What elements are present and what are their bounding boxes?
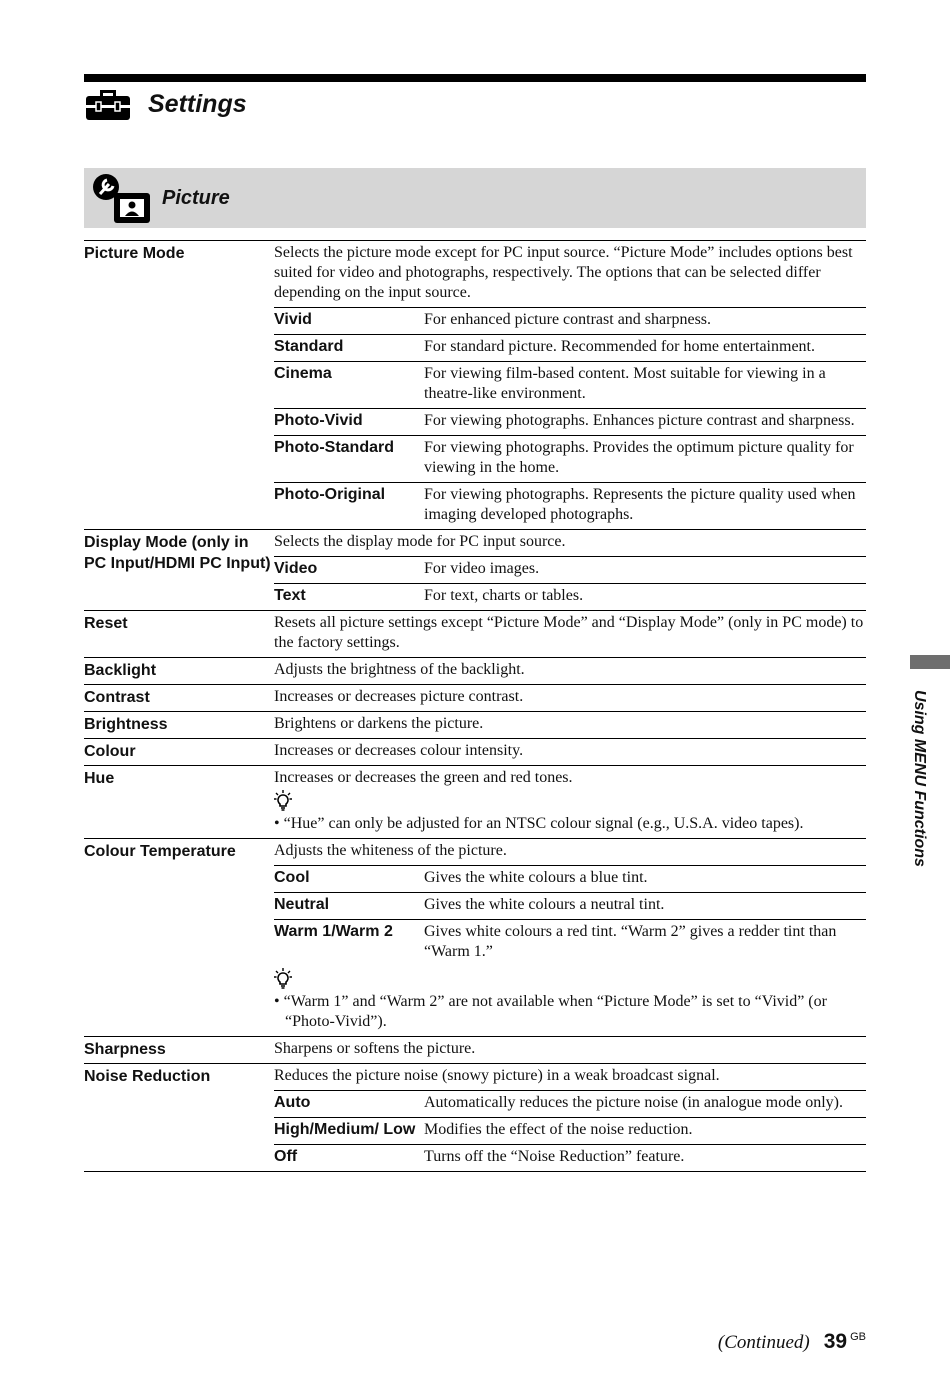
table-row [84,839,866,1037]
lightbulb-hint-icon [274,968,292,990]
setting-description: Adjusts the brightness of the backlight. [274,661,525,678]
setting-description: Resets all picture settings except “Picture Mode” and “Display Mode” (only in PC mode) to the factory settings. [274,614,864,651]
table-row [84,241,866,530]
option-text: For viewing photographs. Provides the optimum picture quality for viewing in the home. [424,436,866,483]
setting-description: Increases or decreases colour intensity. [274,742,524,759]
option-text: Automatically reduces the picture noise (in analogue mode only). [424,1091,866,1118]
setting-description: Selects the display mode for PC input source. [274,533,566,550]
setting-name: Noise Reduction [84,1064,274,1172]
setting-name: Hue [84,766,274,839]
table-row [84,766,866,839]
setting-description: Increases or decreases picture contrast. [274,688,524,705]
setting-name: Reset [84,611,274,658]
hint-note: • “Hue” can only be adjusted for an NTSC colour signal (e.g., U.S.A. video tapes). [274,815,804,832]
option-row [274,436,866,483]
hint-block [274,790,866,838]
setting-description: Adjusts the whiteness of the picture. [274,842,507,859]
option-row [274,866,866,893]
option-text: Modifies the effect of the noise reduction. [424,1118,866,1145]
setting-name: Backlight [84,658,274,685]
page-title: Settings [148,89,247,118]
setting-description: Selects the picture mode except for PC input source. “Picture Mode” includes options best suited for video and photographs, respectively. The options that can be selected differ depending on the input source. [274,244,853,301]
hint-block [274,968,866,1036]
option-text: For viewing photographs. Represents the picture quality used when imaging developed photographs. [424,483,866,530]
option-name: High/Medium/ Low [274,1118,424,1145]
setting-name: Contrast [84,685,274,712]
option-row [274,308,866,335]
header-rule [84,74,866,82]
option-row [274,362,866,409]
setting-description: Increases or decreases the green and red tones. [274,769,573,786]
option-text: For enhanced picture contrast and sharpness. [424,308,866,335]
option-row [274,557,866,584]
table-row [84,611,866,658]
option-name: Vivid [274,308,424,335]
picture-settings-icon [90,171,152,225]
table-row [84,712,866,739]
subsection-header [84,168,866,228]
option-row [274,409,866,436]
setting-name: Colour Temperature [84,839,274,1037]
lightbulb-hint-icon [274,790,292,812]
table-row [84,658,866,685]
section-header [84,84,247,124]
option-text: For standard picture. Recommended for home entertainment. [424,335,866,362]
setting-description: Brightens or darkens the picture. [274,715,484,732]
option-name: Cool [274,866,424,893]
table-row [84,685,866,712]
option-text: Turns off the “Noise Reduction” feature. [424,1145,866,1172]
continued-label: (Continued) [717,1332,810,1353]
option-name: Video [274,557,424,584]
setting-name: Sharpness [84,1037,274,1064]
options-table [274,307,866,529]
options-table [274,865,866,966]
option-text: Gives the white colours a neutral tint. [424,893,866,920]
setting-name: Colour [84,739,274,766]
option-name: Photo-Vivid [274,409,424,436]
option-name: Neutral [274,893,424,920]
option-row [274,920,866,967]
setting-description: Sharpens or softens the picture. [274,1040,476,1057]
option-name: Cinema [274,362,424,409]
table-row [84,1037,866,1064]
option-text: For text, charts or tables. [424,584,866,611]
option-text: For viewing photographs. Enhances picture contrast and sharpness. [424,409,866,436]
option-row [274,483,866,530]
option-row [274,584,866,611]
option-text: Gives the white colours a blue tint. [424,866,866,893]
table-row [84,1064,866,1172]
side-tab-marker [910,655,950,669]
page-footer [718,1330,866,1354]
hint-note: • “Warm 1” and “Warm 2” are not available when “Picture Mode” is set to “Vivid” (or “Photo-Vivid”). [274,993,827,1030]
settings-table [84,240,866,1172]
setting-description: Reduces the picture noise (snowy picture) in a weak broadcast signal. [274,1067,720,1084]
option-text: For video images. [424,557,866,584]
option-name: Warm 1/Warm 2 [274,920,424,967]
option-row [274,1091,866,1118]
table-row [84,530,866,611]
options-table [274,556,866,610]
option-row [274,1145,866,1172]
options-table [274,1090,866,1171]
setting-name: Brightness [84,712,274,739]
subsection-title: Picture [162,186,230,209]
setting-name: Display Mode (only in PC Input/HDMI PC Input) [84,530,274,611]
page-number: 39 [823,1330,848,1353]
option-name: Auto [274,1091,424,1118]
side-label [908,690,938,890]
page-suffix: GB [850,1331,866,1343]
side-label-text: Using MENU Functions [911,690,928,867]
option-name: Standard [274,335,424,362]
table-row [84,739,866,766]
setting-name: Picture Mode [84,241,274,530]
option-row [274,335,866,362]
option-name: Off [274,1145,424,1172]
option-text: For viewing film-based content. Most suitable for viewing in a theatre-like environment. [424,362,866,409]
option-row [274,1118,866,1145]
option-name: Photo-Standard [274,436,424,483]
option-name: Photo-Original [274,483,424,530]
option-row [274,893,866,920]
option-text: Gives white colours a red tint. “Warm 2” gives a redder tint than “Warm 1.” [424,920,866,967]
toolbox-icon [84,86,132,122]
option-name: Text [274,584,424,611]
